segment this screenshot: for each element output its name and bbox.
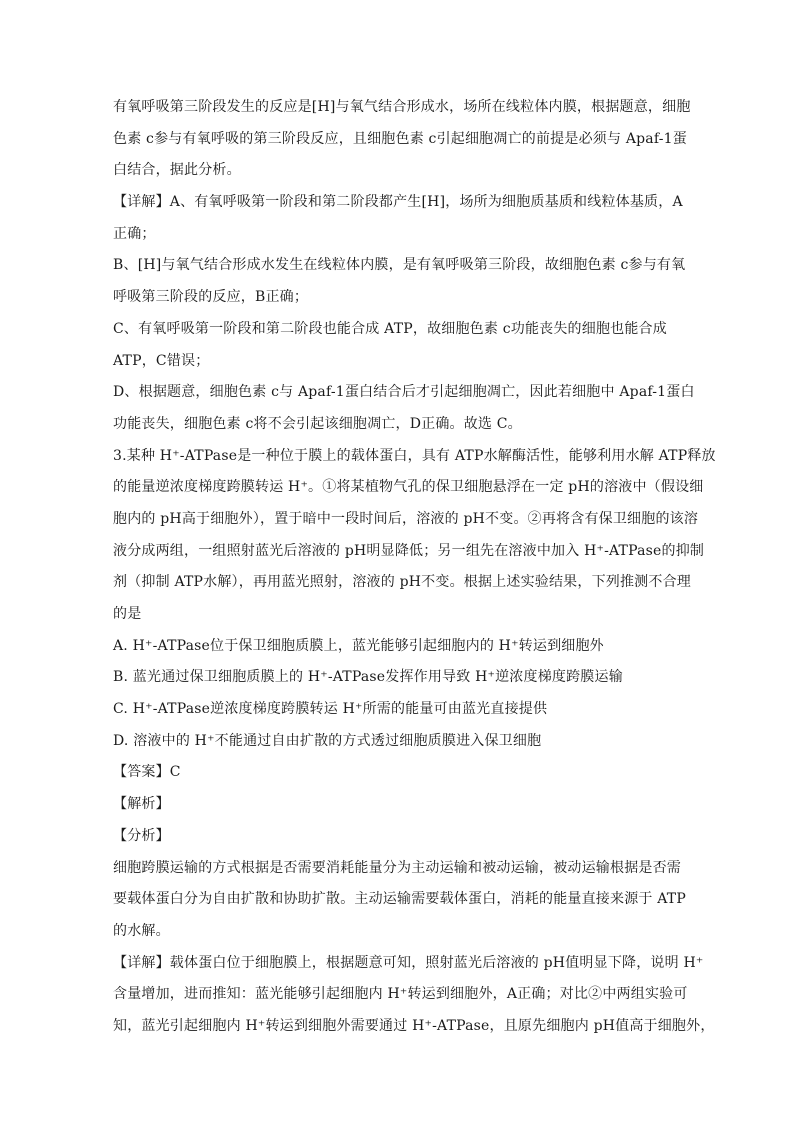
answer-line: 【答案】C	[113, 764, 181, 781]
detail-heading-line: 【详解】载体蛋白位于细胞膜上，根据题意可知，照射蓝光后溶液的 pH值明显下降，说明 H⁺	[113, 954, 704, 971]
text-line: 胞内的 pH高于细胞外），置于暗中一段时间后，溶液的 pH不变。②再将含有保卫细胞的该溶	[113, 510, 699, 527]
text-line: 剂（抑制 ATP水解），再用蓝光照射，溶液的 pH不变。根据上述实验结果，下列推测不合理	[113, 574, 691, 591]
text-line: 有氧呼吸第三阶段发生的反应是[H]与氧气结合形成水，场所在线粒体内膜，根据题意，细胞	[113, 99, 691, 115]
text-line: 液分成两组，一组照射蓝光后溶液的 pH明显降低；另一组先在溶液中加入 H⁺-ATPase的抑制	[113, 542, 705, 559]
option-d: D. 溶液中的 H⁺不能通过自由扩散的方式透过细胞质膜进入保卫细胞	[113, 732, 542, 749]
text-line: 的水解。	[113, 922, 170, 939]
text-line: 的能量逆浓度梯度跨膜转运 H⁺。①将某植物气孔的保卫细胞悬浮在一定 pH的溶液中（假设细	[113, 479, 704, 496]
text-line: 要载体蛋白分为自由扩散和协助扩散。主动运输需要载体蛋白，消耗的能量直接来源于 ATP	[113, 891, 686, 908]
option-a: A. H⁺-ATPase位于保卫细胞质膜上，蓝光能够引起细胞内的 H⁺转运到细胞外	[113, 637, 604, 654]
text-line: 知，蓝光引起细胞内 H⁺转运到细胞外需要通过 H⁺-ATPase，且原先细胞内 pH值高于细胞外，	[113, 1017, 715, 1034]
text-line: 白结合，据此分析。	[113, 162, 241, 179]
text-line: 的是	[113, 606, 142, 622]
text-line: B、[H]与氧气结合形成水发生在线粒体内膜，是有氧呼吸第三阶段，故细胞色素 c参与有氧	[113, 257, 686, 274]
text-line: ATP，C错误；	[113, 352, 210, 369]
analysis-subheading: 【分析】	[113, 827, 170, 844]
text-line: 细胞跨膜运输的方式根据是否需要消耗能量分为主动运输和被动运输，被动运输根据是否需	[113, 859, 681, 876]
question-3-line: 3.某种 H⁺-ATPase是一种位于膜上的载体蛋白，具有 ATP水解酶活性，能够利用水解 ATP释放	[113, 447, 716, 464]
text-line: 呼吸第三阶段的反应，B正确；	[113, 289, 309, 306]
text-line: 含量增加，进而推知：蓝光能够引起细胞内 H⁺转运到细胞外，A正确；对比②中两组实验可	[113, 986, 688, 1003]
text-line: C、有氧呼吸第一阶段和第二阶段也能合成 ATP，故细胞色素 c功能丧失的细胞也能合成	[113, 320, 667, 337]
text-line: 正确；	[113, 225, 156, 242]
text-line: 色素 c参与有氧呼吸的第三阶段反应，且细胞色素 c引起细胞凋亡的前提是必须与 Apaf-1蛋	[113, 130, 687, 147]
text-line: 功能丧失，细胞色素 c将不会引起该细胞凋亡，D正确。故选 C。	[113, 415, 522, 432]
analysis-heading: 【解析】	[113, 796, 170, 813]
text-line: D、根据题意，细胞色素 c与 Apaf-1蛋白结合后才引起细胞凋亡，因此若细胞中 Apaf-1蛋白	[113, 384, 695, 401]
option-c: C. H⁺-ATPase逆浓度梯度跨膜转运 H⁺所需的能量可由蓝光直接提供	[113, 701, 548, 718]
detail-heading-line: 【详解】A、有氧呼吸第一阶段和第二阶段都产生[H]，场所为细胞质基质和线粒体基质，A	[113, 194, 683, 211]
document-body	[113, 99, 716, 1035]
option-b: B. 蓝光通过保卫细胞质膜上的 H⁺-ATPase发挥作用导致 H⁺逆浓度梯度跨膜运输	[113, 669, 623, 686]
